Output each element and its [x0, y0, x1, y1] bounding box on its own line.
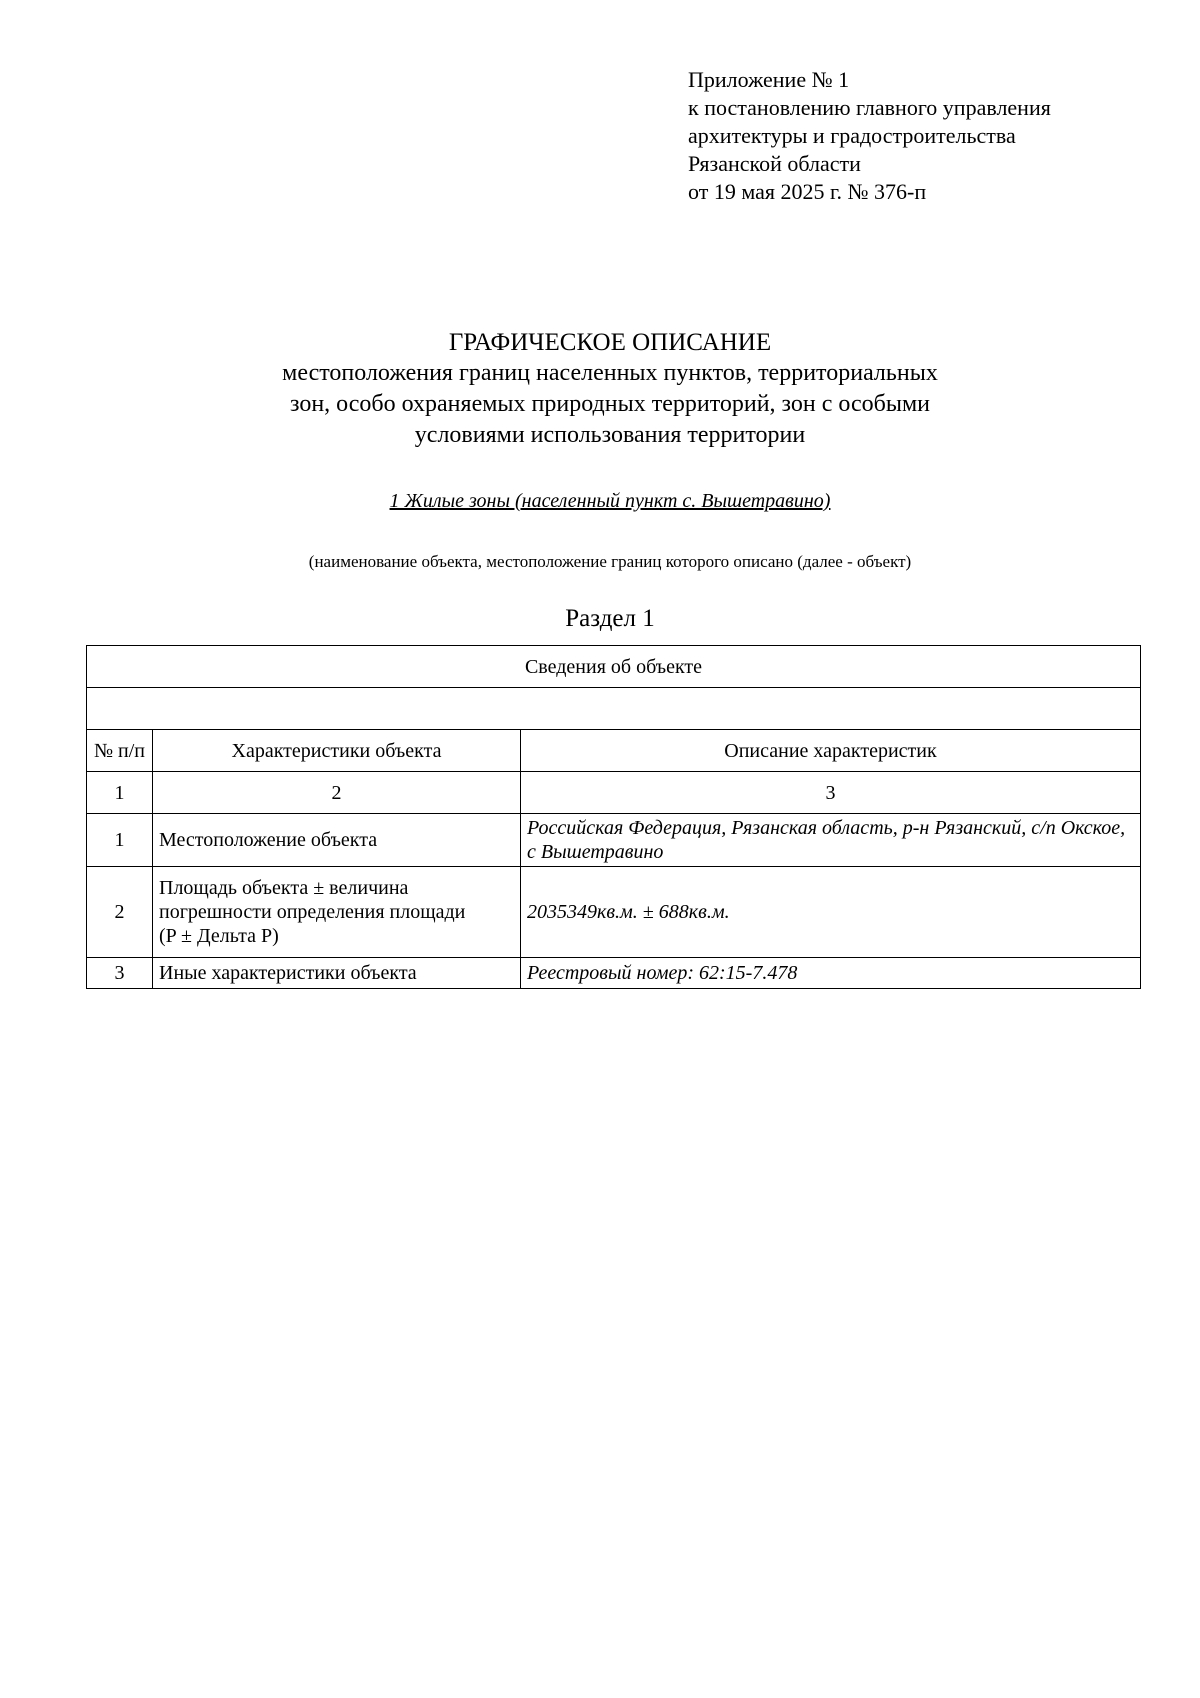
- title-line: условиями использования территории: [414, 422, 806, 448]
- title-main: ГРАФИЧЕСКОЕ ОПИСАНИЕ: [448, 329, 772, 356]
- object-name: 1 Жилые зоны (населенный пункт с. Вышетравино): [389, 490, 831, 512]
- appendix-line: к постановлению главного управления: [688, 95, 1051, 120]
- table-header-row: [87, 730, 1141, 772]
- characteristic-line: Площадь объекта ± величина: [159, 877, 409, 899]
- title-line: местоположения границ населенных пунктов, территориальных: [282, 360, 938, 386]
- table-title-row: [87, 646, 1141, 688]
- section-title: Раздел 1: [565, 605, 655, 632]
- table-empty-row: [87, 688, 1141, 730]
- column-number: 3: [521, 772, 1141, 814]
- table-title: Сведения об объекте: [87, 646, 1141, 688]
- object-caption: (наименование объекта, местоположение границ которого описано (далее - объект): [308, 552, 912, 571]
- table-empty-cell: [87, 688, 1141, 730]
- table-row: [87, 867, 1141, 958]
- object-info-table: [86, 645, 1141, 989]
- row-description: Российская Федерация, Рязанская область, р-н Рязанский, с/п Окское, с Вышетравино: [521, 814, 1141, 867]
- header-num: № п/п: [87, 730, 153, 772]
- appendix-line: Приложение № 1: [688, 67, 850, 92]
- row-characteristic: Иные характеристики объекта: [153, 958, 521, 989]
- row-num: 3: [87, 958, 153, 989]
- appendix-line: от 19 мая 2025 г. № 376-п: [688, 179, 927, 204]
- row-characteristic: Местоположение объекта: [153, 814, 521, 867]
- row-description: 2035349кв.м. ± 688кв.м.: [521, 867, 1141, 958]
- row-characteristic: [153, 867, 521, 958]
- appendix-line: Рязанской области: [688, 151, 861, 176]
- row-description: Реестровый номер: 62:15-7.478: [521, 958, 1141, 989]
- row-num: 1: [87, 814, 153, 867]
- table-row: [87, 958, 1141, 989]
- column-number-row: [87, 772, 1141, 814]
- appendix-line: архитектуры и градостроительства: [688, 123, 1016, 148]
- header-characteristic: Характеристики объекта: [153, 730, 521, 772]
- row-num: 2: [87, 867, 153, 958]
- table-row: [87, 814, 1141, 867]
- title-line: зон, особо охраняемых природных территорий, зон с особыми: [289, 391, 931, 417]
- header-description: Описание характеристик: [521, 730, 1141, 772]
- document-title: [80, 327, 1140, 451]
- column-number: 1: [87, 772, 153, 814]
- column-number: 2: [153, 772, 521, 814]
- characteristic-line: (P ± Дельта P): [159, 925, 279, 947]
- characteristic-line: погрешности определения площади: [159, 901, 466, 923]
- appendix-header: [688, 66, 1128, 206]
